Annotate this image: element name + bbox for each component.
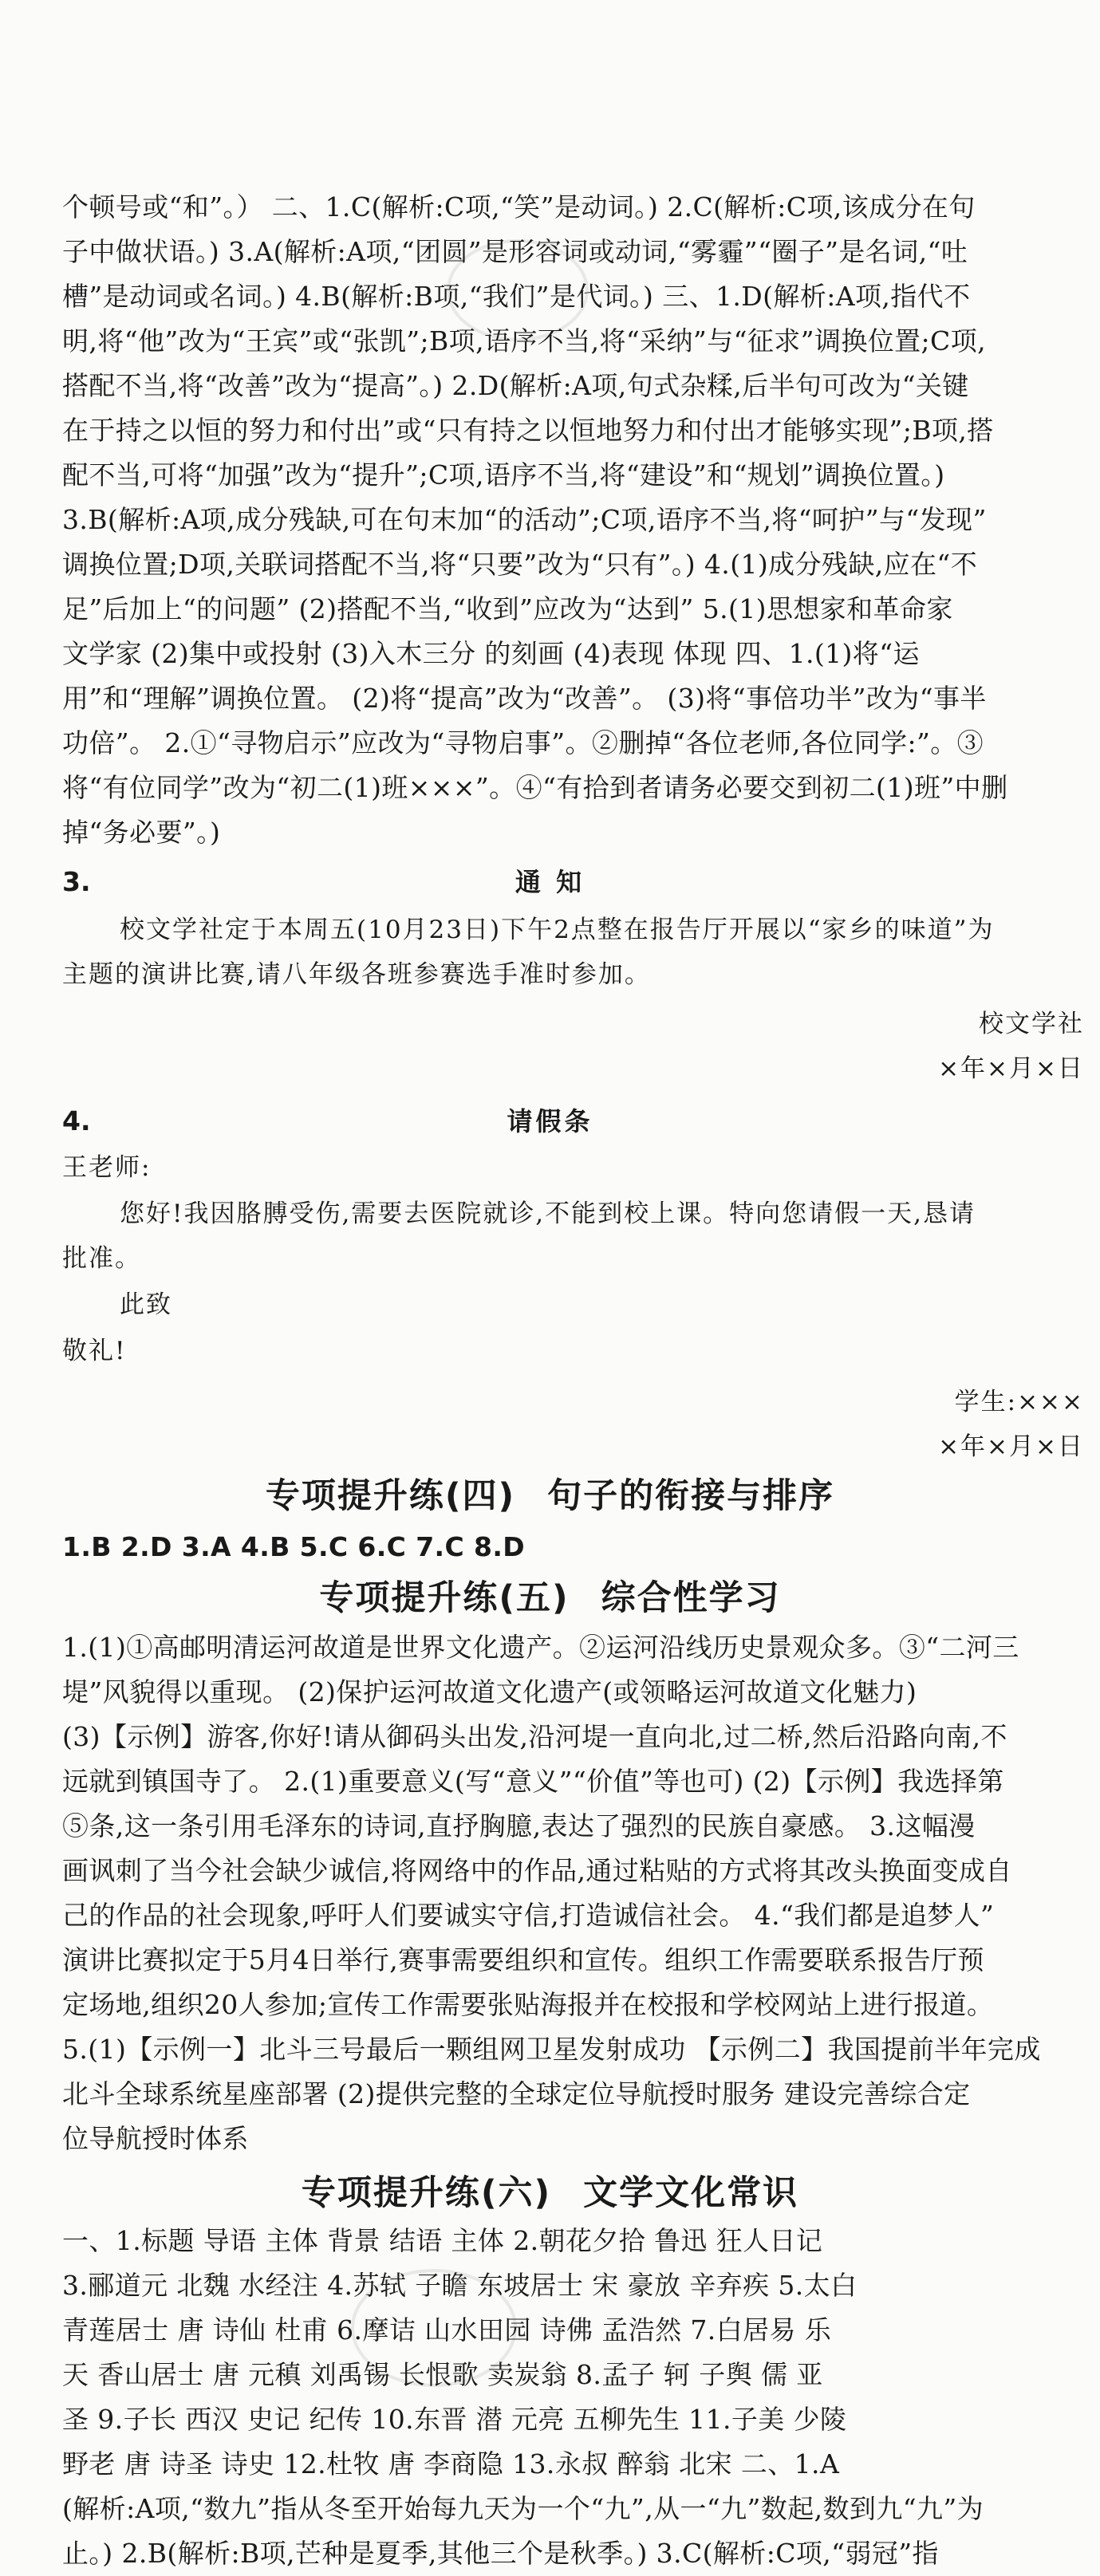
answer-line: 野老 唐 诗圣 诗史 12.杜牧 唐 李商隐 13.永叔 醉翁 北宋 二、1.A xyxy=(62,2448,840,2479)
answer-line: 足”后加上“的问题” (2)搭配不当,“收到”应改为“达到” 5.(1)思想家和革命家 xyxy=(62,593,953,624)
answer-line: 1.B 2.D 3.A 4.B 5.C 6.C 7.C 8.D xyxy=(62,1531,526,1562)
answer-line: 功倍”。 2.①“寻物启示”应改为“寻物启事”。②删掉“各位老师,各位同学:”。③ xyxy=(62,727,984,758)
answer-line: 天 香山居士 唐 元稹 刘禹锡 长恨歌 卖炭翁 8.孟子 轲 子舆 儒 亚 xyxy=(62,2359,823,2390)
leave-note-number: 4. xyxy=(62,1105,91,1136)
answer-line: 远就到镇国寺了。 2.(1)重要意义(写“意义”“价值”等也可) (2)【示例】我选择第 xyxy=(62,1766,1004,1797)
leave-note-body-line: 批准。 xyxy=(62,1244,141,1273)
answer-line: 位导航授时体系 xyxy=(62,2123,249,2154)
section-heading-topic: 文学文化常识 xyxy=(583,2173,799,2213)
section-heading-number: 专项提升练(四) xyxy=(265,1476,516,1516)
answer-line: 5.(1)【示例一】北斗三号最后一颗组网卫星发射成功 【示例二】我国提前半年完成 xyxy=(62,2034,1041,2065)
answer-line: 用”和“理解”调换位置。 (2)将“提高”改为“改善”。 (3)将“事倍功半”改为“事半 xyxy=(62,683,987,714)
notice-number: 3. xyxy=(62,866,91,897)
answer-line: 明,将“他”改为“王宾”或“张凯”;B项,语序不当,将“采纳”与“征求”调换位置;C项, xyxy=(62,325,987,356)
answer-line: 堤”风貌得以重现。 (2)保护运河故道文化遗产(或领略运河故道文化魅力) xyxy=(62,1676,917,1707)
answer-line: 3.B(解析:A项,成分残缺,可在句末加“的活动”;C项,语序不当,将“呵护”与“发现” xyxy=(62,504,987,535)
leave-note-closing: 敬礼! xyxy=(62,1337,127,1365)
section-heading-topic: 句子的衔接与排序 xyxy=(547,1476,835,1516)
section-heading-number: 专项提升练(六) xyxy=(301,2173,552,2213)
answer-line: ⑤条,这一条引用毛泽东的诗词,直抒胸臆,表达了强烈的民族自豪感。 3.这幅漫 xyxy=(62,1810,976,1841)
section-heading xyxy=(0,2171,1100,2216)
answer-line: 配不当,可将“加强”改为“提升”;C项,语序不当,将“建设”和“规划”调换位置。) xyxy=(62,459,945,490)
answer-line: 己的作品的社会现象,呼吁人们要诚实守信,打造诚信社会。 4.“我们都是追梦人” xyxy=(62,1900,995,1931)
notice-title: 通 知 xyxy=(515,867,585,897)
notice-date: ×年×月×日 xyxy=(938,1054,1084,1083)
leave-note-closing: 此致 xyxy=(120,1290,172,1319)
answer-line: 圣 9.子长 西汉 史记 纪传 10.东晋 潜 元亮 五柳先生 11.子美 少陵 xyxy=(62,2404,847,2435)
answer-line: 青莲居士 唐 诗仙 杜甫 6.摩诘 山水田园 诗佛 孟浩然 7.白居易 乐 xyxy=(62,2314,832,2346)
answer-line: 子中做状语。) 3.A(解析:A项,“团圆”是形容词或动词,“雾霾”“圈子”是名词,“吐 xyxy=(62,236,968,267)
answer-line: 演讲比赛拟定于5月4日举行,赛事需要组织和宣传。组织工作需要联系报告厅预 xyxy=(62,1944,984,1975)
answer-line: 文学家 (2)集中或投射 (3)入木三分 的刻画 (4)表现 体现 四、1.(1)将“运 xyxy=(62,638,920,669)
answer-line: 定场地,组织20人参加;宣传工作需要张贴海报并在校报和学校网站上进行报道。 xyxy=(62,1989,994,2020)
notice-signature: 校文学社 xyxy=(979,1010,1084,1038)
answer-line: (3)【示例】游客,你好!请从御码头出发,沿河堤一直向北,过二桥,然后沿路向南,不 xyxy=(62,1721,1007,1752)
answer-line: 个顿号或“和”。） 二、1.C(解析:C项,“笑”是动词。) 2.C(解析:C项,该成分在句 xyxy=(62,191,976,223)
leave-note-date: ×年×月×日 xyxy=(938,1432,1084,1461)
leave-note-signature: 学生:××× xyxy=(954,1388,1084,1416)
leave-note-body-line: 您好!我因胳膊受伤,需要去医院就诊,不能到校上课。特向您请假一天,恳请 xyxy=(120,1199,976,1228)
leave-note-salutation: 王老师: xyxy=(62,1153,152,1182)
answer-line: 1.(1)①高邮明清运河故道是世界文化遗产。②运河沿线历史景观众多。③“二河三 xyxy=(62,1632,1019,1663)
answer-line: 3.郦道元 北魏 水经注 4.苏轼 子瞻 东坡居士 宋 豪放 辛弃疾 5.太白 xyxy=(62,2270,858,2301)
answer-line: 掉“务必要”。) xyxy=(62,817,221,848)
answer-line: 在于持之以恒的努力和付出”或“只有持之以恒地努力和付出才能够实现”;B项,搭 xyxy=(62,415,994,446)
answer-line: 调换位置;D项,关联词搭配不当,将“只要”改为“只有”。) 4.(1)成分残缺,应在“不 xyxy=(62,549,978,580)
answer-line: 一、1.标题 导语 主体 背景 结语 主体 2.朝花夕拾 鲁迅 狂人日记 xyxy=(62,2225,823,2256)
answer-line: 止。) 2.B(解析:B项,芒种是夏季,其他三个是秋季。) 3.C(解析:C项,“弱冠”指 xyxy=(62,2538,939,2569)
answer-line: (解析:A项,“数九”指从冬至开始每九天为一个“九”,从一“九”数起,数到九“九”为 xyxy=(62,2493,984,2524)
notice-body-line: 校文学社定于本周五(10月23日)下午2点整在报告厅开展以“家乡的味道”为 xyxy=(120,916,995,944)
section-heading-topic: 综合性学习 xyxy=(601,1578,781,1618)
answer-line: 北斗全球系统星座部署 (2)提供完整的全球定位导航授时服务 建设完善综合定 xyxy=(62,2078,971,2109)
section-heading xyxy=(0,1576,1100,1621)
section-heading-number: 专项提升练(五) xyxy=(319,1578,570,1618)
leave-note-title: 请假条 xyxy=(507,1106,593,1136)
answer-line: 槽”是动词或名词。) 4.B(解析:B项,“我们”是代词。) 三、1.D(解析:A项,指代不 xyxy=(62,281,971,312)
answer-line: 画讽刺了当今社会缺少诚信,将网络中的作品,通过粘贴的方式将其改头换面变成自 xyxy=(62,1855,1012,1886)
section-heading xyxy=(0,1474,1100,1518)
answer-line: 将“有位同学”改为“初二(1)班×××”。④“有拾到者请务必要交到初二(1)班”中删 xyxy=(62,772,1008,803)
answer-line: 搭配不当,将“改善”改为“提高”。) 2.D(解析:A项,句式杂糅,后半句可改为“关键 xyxy=(62,370,969,401)
notice-body-line: 主题的演讲比赛,请八年级各班参赛选手准时参加。 xyxy=(62,960,651,989)
